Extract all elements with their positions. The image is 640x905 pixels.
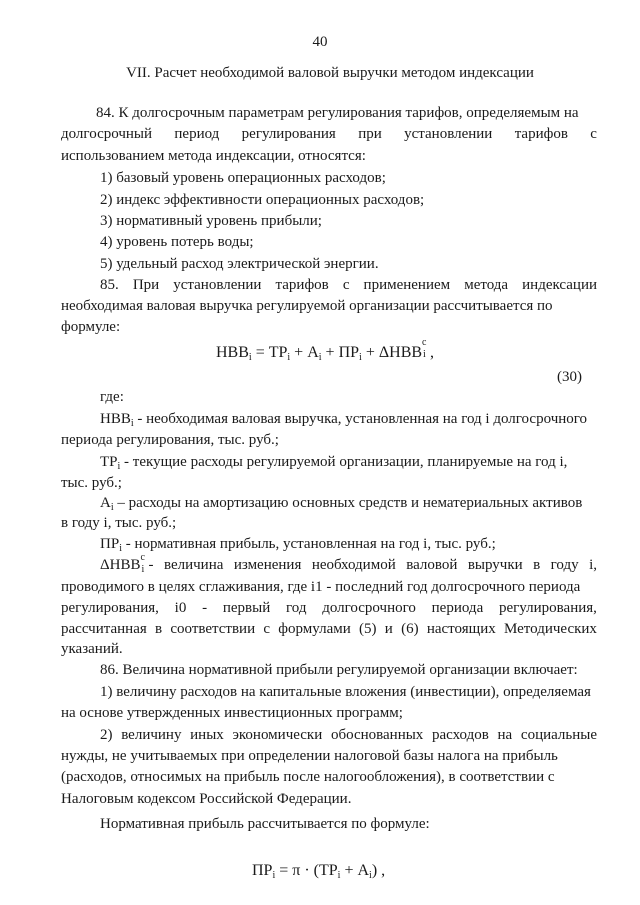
word: иных: [190, 727, 224, 743]
word: первый: [222, 600, 271, 616]
word: 2): [100, 727, 113, 743]
definition-text: - необходимая валовая выручка, установленная на год i долгосрочного: [133, 411, 588, 427]
word: с: [342, 277, 350, 293]
definition-dnvv-line-2: проводимого в целях сглаживания, где i1 - последний год долгосрочного периода: [61, 579, 581, 595]
formula-subscript: i: [359, 352, 362, 363]
word: валовой: [406, 557, 458, 573]
p85-line-1: [100, 276, 597, 294]
formula-operator: +: [321, 344, 339, 361]
word: с: [590, 126, 597, 142]
word: и: [384, 621, 393, 637]
word: долгосрочного: [322, 600, 416, 616]
p85-line-3: формуле:: [61, 319, 121, 335]
word: установлении: [173, 277, 262, 293]
formula-subscript: i: [318, 352, 322, 363]
word: обоснованных: [330, 727, 424, 743]
word: году: [550, 557, 579, 573]
formula-operator: = π · (: [275, 862, 319, 879]
definition-pr: [100, 535, 496, 553]
word: в: [155, 621, 163, 637]
formula-symbol: ТР: [268, 344, 288, 361]
definition-dnvv-line-5: указаний.: [61, 641, 123, 657]
word: настоящих: [426, 621, 496, 637]
list-item: 4) уровень потерь воды;: [100, 234, 254, 250]
word: с: [263, 621, 271, 637]
word: формулами: [278, 621, 351, 637]
formula-symbol: ТР: [319, 862, 338, 879]
word: метода: [464, 277, 509, 293]
word: необходимой: [311, 557, 396, 573]
word: Методических: [503, 621, 597, 637]
p86-item-1-line-2: на основе утвержденных инвестиционных программ;: [61, 705, 403, 721]
word: 85.: [100, 277, 119, 293]
formula-punctuation: ,: [430, 344, 435, 361]
word: рассчитанная: [61, 621, 147, 637]
word: применением: [363, 277, 451, 293]
formula-symbol: ПР: [252, 862, 273, 879]
word: год: [285, 600, 307, 616]
word: При: [132, 277, 160, 293]
word: периода: [431, 600, 484, 616]
definition-subscript: i: [141, 564, 145, 575]
formula-operator: =: [251, 344, 269, 361]
definition-script: [140, 552, 149, 575]
formula-operator: +: [361, 344, 379, 361]
definition-dnvv-line-4: [61, 620, 597, 638]
definition-subscript: i: [117, 461, 121, 472]
definition-a: [100, 494, 582, 512]
word: изменения: [233, 557, 302, 573]
word: -: [148, 557, 154, 573]
definition-symbol: НВВ: [100, 411, 131, 427]
word: -: [202, 600, 208, 616]
definition-a-cont: в году i, тыс. руб.;: [61, 515, 177, 531]
formula-symbol: ПР: [338, 344, 360, 361]
word: выручки: [467, 557, 523, 573]
definition-words: [149, 556, 598, 574]
p84-line-1: 84. К долгосрочным параметрам регулирования тарифов, определяемым на: [96, 105, 579, 121]
word: установлении: [404, 126, 493, 142]
word: на: [497, 727, 513, 743]
word: i,: [589, 557, 597, 573]
word: величину: [121, 727, 182, 743]
word: величина: [163, 557, 224, 573]
definition-subscript: i: [110, 502, 114, 513]
p86-item-2-line-3: (расходов, относимых на прибыль после налогообложения), в соответствии с: [61, 769, 555, 785]
formula-symbol: ΔНВВ: [378, 344, 423, 361]
definition-text: - нормативная прибыль, установленная на год i, тыс. руб.;: [121, 536, 496, 552]
word: в: [533, 557, 541, 573]
p84-line-2: [61, 125, 597, 143]
formula-superscript: с: [422, 337, 427, 348]
word: период: [174, 126, 220, 142]
formula-30: [216, 337, 435, 363]
definition-tp: [100, 453, 567, 471]
list-item: 1) базовый уровень операционных расходов;: [100, 170, 386, 186]
formula-subscript: i: [248, 352, 252, 363]
p84-line-3: использованием метода индексации, относятся:: [61, 148, 366, 164]
word: соответствии: [170, 621, 256, 637]
formula-pr: [252, 862, 385, 880]
formula-symbol: А: [307, 344, 319, 361]
definition-subscript: i: [119, 543, 122, 554]
formula-punctuation: ) ,: [371, 862, 386, 879]
p86-item-2-line-2: нужды, не учитываемых при определении налоговой базы налога на прибыль: [61, 748, 558, 764]
word: i0: [174, 600, 187, 616]
formula-symbol: НВВ: [216, 344, 249, 361]
definition-nvv: [100, 410, 587, 428]
definition-dnvv: [100, 552, 597, 575]
list-item: 5) удельный расход электрической энергии.: [100, 256, 379, 272]
definition-symbol: А: [100, 495, 111, 511]
list-item: 2) индекс эффективности операционных расходов;: [100, 192, 425, 208]
word: регулирования: [241, 126, 336, 142]
word: регулирования,: [498, 600, 597, 616]
p86-item-2-line-4: Налоговым кодексом Российской Федерации.: [61, 791, 352, 807]
word: экономически: [232, 727, 323, 743]
formula-subscript: i: [272, 870, 276, 881]
formula-symbol: А: [357, 862, 370, 879]
definition-nvv-cont: периода регулирования, тыс. руб.;: [61, 432, 279, 448]
definition-text: - текущие расходы регулируемой организации, планируемые на год i,: [120, 454, 568, 470]
p86-item-2-line-1: [100, 726, 597, 744]
definition-dnvv-line-3: [61, 599, 597, 617]
word: социальные: [520, 727, 597, 743]
formula-intro: Нормативная прибыль рассчитывается по формуле:: [100, 816, 430, 832]
definition-tp-cont: тыс. руб.;: [61, 475, 122, 491]
p85-line-2: необходимая валовая выручка регулируемой организации рассчитывается по: [61, 298, 553, 314]
page-number: 40: [312, 34, 328, 50]
definition-text: – расходы на амортизацию основных средств и нематериальных активов: [113, 495, 583, 511]
formula-operator: +: [340, 862, 358, 879]
definition-symbol: ТР: [100, 454, 118, 470]
word: расходов: [432, 727, 489, 743]
word: тарифов: [514, 126, 568, 142]
formula-number: (30): [557, 369, 582, 385]
list-item: 3) нормативный уровень прибыли;: [100, 213, 322, 229]
word: тарифов: [275, 277, 329, 293]
formula-subscript: i: [423, 349, 426, 360]
word: (6): [401, 621, 419, 637]
p86-item-1-line-1: 1) величину расходов на капитальные вложения (инвестиции), определяемая: [100, 684, 591, 700]
formula-subscript: i: [337, 870, 341, 881]
definition-subscript: i: [130, 418, 134, 429]
formula-subscript: i: [369, 870, 372, 881]
section-title: VII. Расчет необходимой валовой выручки методом индексации: [126, 65, 534, 81]
word: долгосрочный: [61, 126, 153, 142]
word: регулирования,: [61, 600, 159, 616]
formula-script: [422, 337, 430, 360]
definition-symbol: ПР: [100, 536, 120, 552]
word: (5): [359, 621, 377, 637]
definition-symbol: ΔНВВ: [100, 557, 141, 573]
where-label: где:: [100, 389, 124, 405]
word: при: [358, 126, 382, 142]
definition-symbol-group: [100, 552, 149, 575]
word: индексации: [522, 277, 597, 293]
formula-operator: +: [290, 344, 308, 361]
p86-intro: 86. Величина нормативной прибыли регулируемой организации включает:: [100, 662, 578, 678]
definition-superscript: с: [140, 552, 145, 563]
formula-subscript: i: [287, 352, 291, 363]
